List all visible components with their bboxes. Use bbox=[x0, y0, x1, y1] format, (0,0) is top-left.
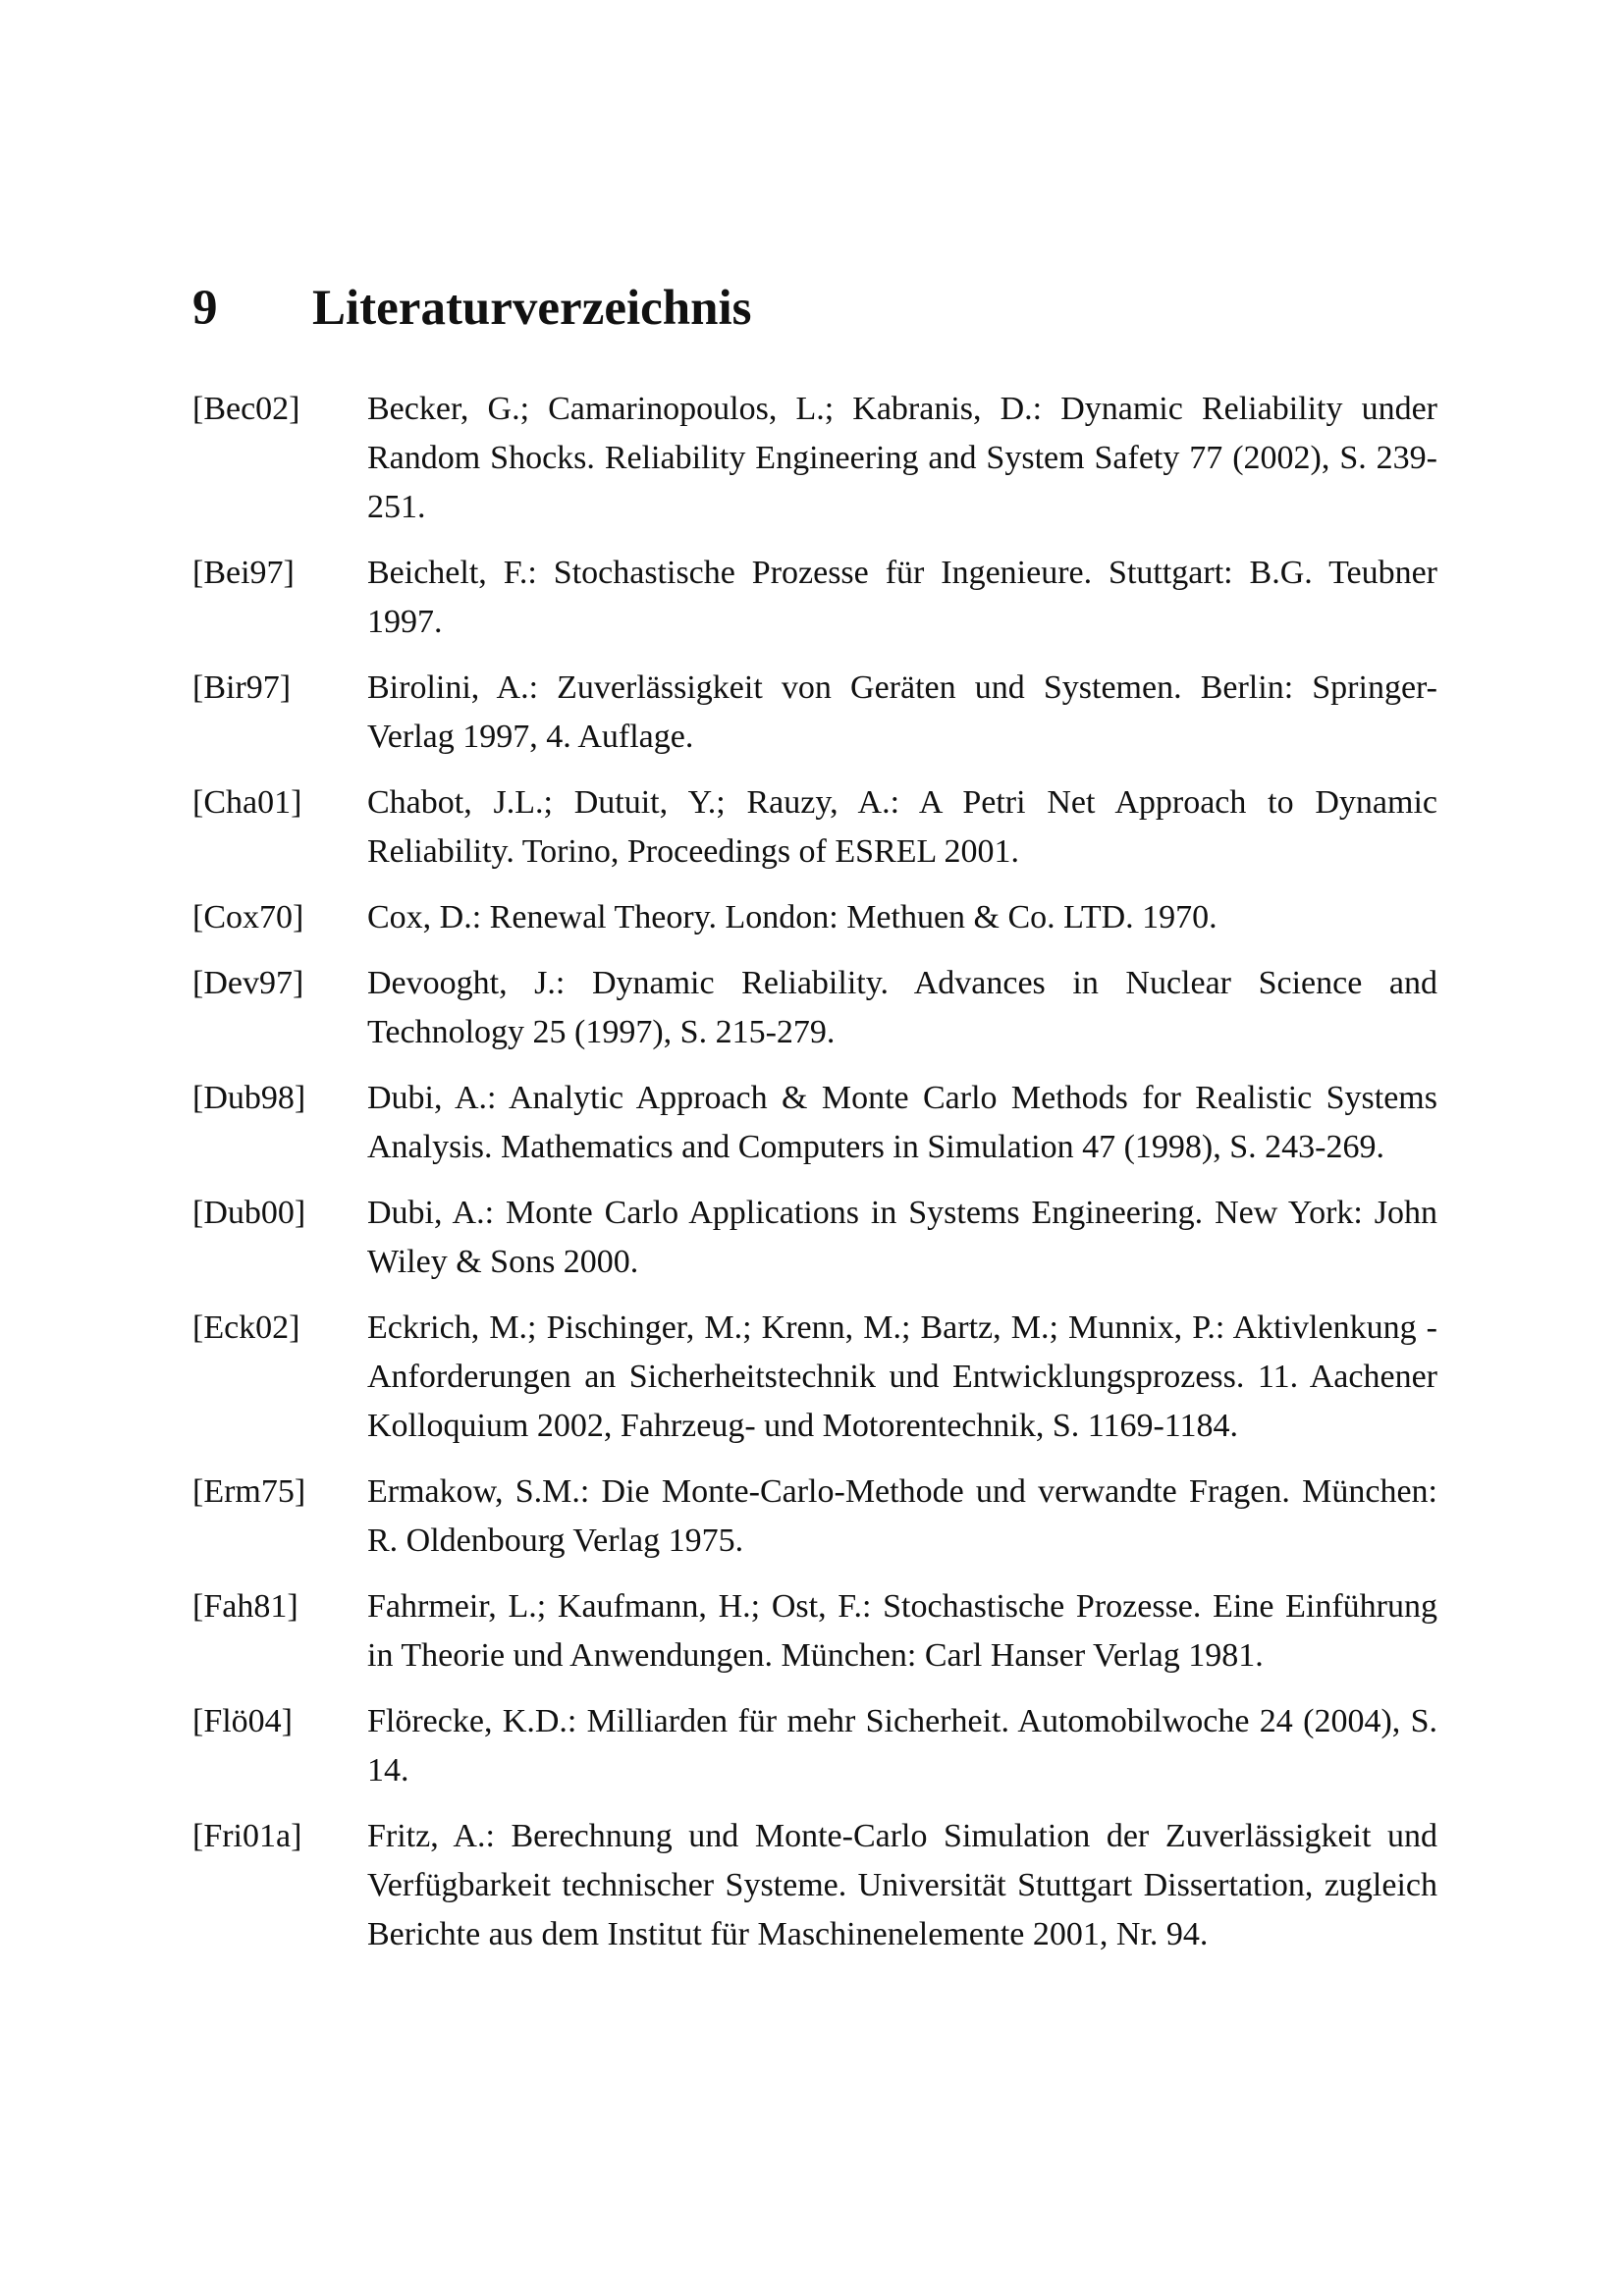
citation-key: [Dub98] bbox=[192, 1080, 306, 1116]
bibliography-entry bbox=[192, 1304, 1437, 1451]
citation-key: [Bec02] bbox=[192, 391, 300, 427]
bibliography-entry bbox=[192, 549, 1437, 647]
reference-text: Fahrmeir, L.; Kaufmann, H.; Ost, F.: Stochastische Prozesse. Eine Einführung in Theorie und Anwendungen. München: Carl Hanser Verlag 1981. bbox=[367, 1588, 1437, 1674]
citation-key: [Cha01] bbox=[192, 784, 302, 821]
citation-key: [Eck02] bbox=[192, 1309, 300, 1346]
bibliography-entry bbox=[192, 1582, 1437, 1681]
chapter-title: Literaturverzeichnis bbox=[312, 281, 752, 336]
reference-text: Dubi, A.: Analytic Approach & Monte Carlo Methods for Realistic Systems Analysis. Mathematics and Computers in Simulation 47 (1998), S. 243-269. bbox=[367, 1080, 1437, 1165]
reference-text: Eckrich, M.; Pischinger, M.; Krenn, M.; Bartz, M.; Munnix, P.: Aktivlenkung - Anforderungen an Sicherheitstechnik und Entwicklungsprozess. 11. Aachener Kolloquium 2002, Fahrzeug- und Motorentechnik, S. 1169-1184. bbox=[367, 1309, 1437, 1444]
bibliography-entry bbox=[192, 664, 1437, 762]
bibliography-entry bbox=[192, 1812, 1437, 1959]
chapter-heading bbox=[192, 279, 752, 338]
reference-text: Devooght, J.: Dynamic Reliability. Advances in Nuclear Science and Technology 25 (1997), S. 215-279. bbox=[367, 965, 1437, 1050]
bibliography-entry bbox=[192, 385, 1437, 532]
bibliography-entry bbox=[192, 959, 1437, 1057]
reference-text: Dubi, A.: Monte Carlo Applications in Systems Engineering. New York: John Wiley & Sons 2000. bbox=[367, 1195, 1437, 1280]
citation-key: [Bir97] bbox=[192, 669, 292, 706]
reference-text: Flörecke, K.D.: Milliarden für mehr Sicherheit. Automobilwoche 24 (2004), S. 14. bbox=[367, 1703, 1437, 1789]
chapter-number: 9 bbox=[192, 281, 218, 336]
citation-key: [Fri01a] bbox=[192, 1818, 302, 1854]
citation-key: [Dub00] bbox=[192, 1195, 306, 1231]
citation-key: [Flö04] bbox=[192, 1703, 293, 1739]
bibliography-entry bbox=[192, 1189, 1437, 1287]
reference-text: Beichelt, F.: Stochastische Prozesse für Ingenieure. Stuttgart: B.G. Teubner 1997. bbox=[367, 555, 1437, 640]
reference-text: Ermakow, S.M.: Die Monte-Carlo-Methode und verwandte Fragen. München: R. Oldenbourg Verlag 1975. bbox=[367, 1473, 1437, 1559]
bibliography-entry bbox=[192, 1697, 1437, 1795]
bibliography-entry bbox=[192, 1468, 1437, 1566]
bibliography-entry bbox=[192, 1074, 1437, 1172]
citation-key: [Erm75] bbox=[192, 1473, 306, 1510]
bibliography-entry bbox=[192, 893, 1437, 942]
citation-key: [Dev97] bbox=[192, 965, 304, 1001]
reference-text: Chabot, J.L.; Dutuit, Y.; Rauzy, A.: A Petri Net Approach to Dynamic Reliability. Torino, Proceedings of ESREL 2001. bbox=[367, 784, 1437, 870]
reference-text: Fritz, A.: Berechnung und Monte-Carlo Simulation der Zuverlässigkeit und Verfügbarkeit technischer Systeme. Universität Stuttgart Dissertation, zugleich Berichte aus dem Institut für Maschinenelemente 2001, Nr. 94. bbox=[367, 1818, 1437, 1952]
reference-text: Birolini, A.: Zuverlässigkeit von Geräten und Systemen. Berlin: Springer-Verlag 1997, 4. Auflage. bbox=[367, 669, 1437, 755]
citation-key: [Cox70] bbox=[192, 899, 304, 935]
bibliography-list bbox=[192, 385, 1437, 1976]
citation-key: [Bei97] bbox=[192, 555, 295, 591]
bibliography-entry bbox=[192, 778, 1437, 877]
citation-key: [Fah81] bbox=[192, 1588, 298, 1625]
reference-text: Becker, G.; Camarinopoulos, L.; Kabranis, D.: Dynamic Reliability under Random Shocks. Reliability Engineering and System Safety 77 (2002), S. 239-251. bbox=[367, 391, 1437, 525]
reference-text: Cox, D.: Renewal Theory. London: Methuen & Co. LTD. 1970. bbox=[367, 899, 1217, 935]
